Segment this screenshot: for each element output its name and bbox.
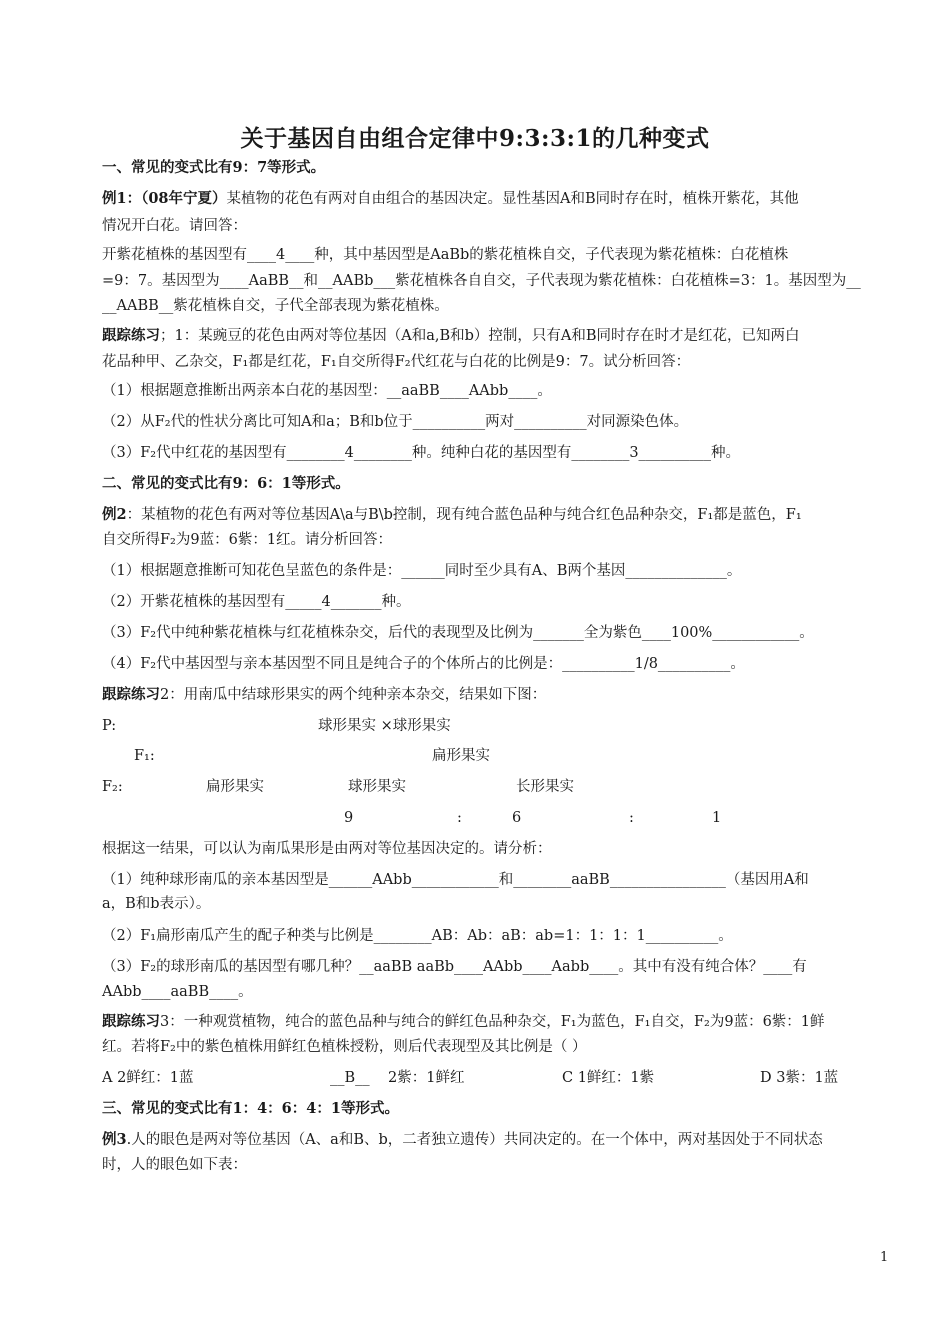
practice-1-q2: （2）从F₂代的性状分离比可知A和a；B和b位于__________两对__________对同源染色体。 <box>102 414 689 430</box>
practice-2-label: 跟踪练习 <box>102 686 160 703</box>
example-2-q4: （4）F₂代中基因型与亲本基因型不同且是纯合子的个体所占的比例是：__________1/8__________。 <box>102 656 745 672</box>
practice-2-analysis: 根据这一结果，可以认为南瓜果形是由两对等位基因决定的。请分析： <box>102 841 552 857</box>
example-2-text: ：某植物的花色有两对等位基因A\a与B\b控制，现有纯合蓝色品种与纯合红色品种杂交，F₁都是蓝色，F₁ <box>126 507 802 523</box>
practice-2-text: 2：用南瓜中结球形果实的两个纯种亲本杂交，结果如下图： <box>160 687 547 703</box>
practice-3-line-1 <box>102 1012 892 1032</box>
example-2-q2: （2）开紫花植株的基因型有_____4_______种。 <box>102 594 411 610</box>
practice-1-text: ；1：某豌豆的花色由两对等位基因（A和a,B和b）控制，只有A和B同时存在时才是红花，已知两白 <box>160 328 800 344</box>
practice-2-q1-line-1: （1）纯种球形南瓜的亲本基因型是______AAbb____________和________aaBB________________（基因用A和 <box>102 872 809 888</box>
cross-f2-flat: 扁形果实 <box>206 779 264 795</box>
example-3-line-2: 时，人的眼色如下表： <box>102 1157 247 1173</box>
example-1-line-5: __AABB__紫花植株自交，子代全部表现为紫花植株。 <box>102 298 449 314</box>
practice-1-q1: （1）根据题意推断出两亲本白花的基因型：__aaBB____AAbb____。 <box>102 383 552 399</box>
section-heading-3: 三、常见的变式比有1：4：6：4：1等形式。 <box>102 1100 399 1117</box>
example-1-line-1 <box>102 189 892 209</box>
cross-ratio-c: 1 <box>712 810 722 826</box>
example-2-q3: （3）F₂代中纯种紫花植株与红花植株杂交，后代的表现型及比例为_______全为紫色____100%____________。 <box>102 625 814 641</box>
example-1-line-2: 情况开白花。请回答： <box>102 218 247 234</box>
example-3-text: .人的眼色是两对等位基因（A、a和B、b，二者独立遗传）共同决定的。在一个体中，两对基因处于不同状态 <box>126 1132 823 1148</box>
cross-f2-long: 长形果实 <box>516 779 574 795</box>
example-2-line-1 <box>102 505 892 525</box>
practice-1-q3: （3）F₂代中红花的基因型有________4________种。纯种白花的基因型有________3__________种。 <box>102 445 741 461</box>
practice-2-q1-line-2: a，B和b表示）。 <box>102 896 211 912</box>
cross-p-value: 球形果实 ×球形果实 <box>318 718 451 734</box>
document-title: 关于基因自由组合定律中9:3:3:1的几种变式 <box>240 125 710 152</box>
cross-ratio-b: 6 <box>512 810 522 826</box>
cross-f1-value: 扁形果实 <box>432 748 490 764</box>
cross-p-label: P: <box>102 718 117 734</box>
example-1-text: 某植物的花色有两对自由组合的基因决定。显性基因A和B同时存在时，植株开紫花，其他 <box>226 191 799 207</box>
practice-1-line-1 <box>102 326 892 346</box>
practice-2-line-1 <box>102 685 892 705</box>
practice-2-q3-line-2: AAbb____aaBB____。 <box>102 984 253 1000</box>
example-1-label: 例1：（08年宁夏） <box>102 190 227 207</box>
practice-2-q3-line-1: （3）F₂的球形南瓜的基因型有哪几种？__aaBB aaBb____AAbb____Aabb____。其中有没有纯合体？____有 <box>102 959 807 975</box>
practice-3-line-2: 红。若将F₂中的紫色植株用鲜红色植株授粉，则后代表现型及其比例是（ ） <box>102 1039 587 1055</box>
cross-f1-label: F₁: <box>134 748 155 764</box>
example-1-line-3: 开紫花植株的基因型有____4____种，其中基因型是AaBb的紫花植株自交，子代表现为紫花植株：白花植株 <box>102 247 789 263</box>
example-3-line-1 <box>102 1130 892 1150</box>
example-2-line-2: 自交所得F₂为9蓝：6紫：1红。请分析回答： <box>102 532 393 548</box>
cross-f2-label: F₂: <box>102 779 123 795</box>
section-heading-1: 一、常见的变式比有9：7等形式。 <box>102 159 326 176</box>
example-2-q1: （1）根据题意推断可知花色呈蓝色的条件是：______同时至少具有A、B两个基因______________。 <box>102 563 742 579</box>
option-b-answer: __B__ <box>330 1070 370 1086</box>
option-d: D 3紫：1蓝 <box>760 1070 839 1086</box>
cross-ratio-sep-1: : <box>457 810 462 826</box>
cross-ratio-a: 9 <box>344 810 354 826</box>
option-a: A 2鲜红：1蓝 <box>102 1070 194 1086</box>
option-b: 2紫：1鲜红 <box>388 1070 465 1086</box>
option-c: C 1鲜红：1紫 <box>562 1070 655 1086</box>
page-number: 1 <box>880 1250 889 1265</box>
practice-2-q2: （2）F₁扁形南瓜产生的配子种类与比例是________AB：Ab：aB：ab=1：1：1：1__________。 <box>102 928 733 944</box>
example-2-label: 例2 <box>102 506 127 523</box>
example-3-label: 例3 <box>102 1131 127 1148</box>
practice-3-label: 跟踪练习 <box>102 1013 160 1030</box>
cross-ratio-sep-2: : <box>629 810 634 826</box>
section-heading-2: 二、常见的变式比有9：6：1等形式。 <box>102 475 350 492</box>
cross-f2-round: 球形果实 <box>348 779 406 795</box>
practice-1-line-2: 花品种甲、乙杂交，F₁都是红花，F₁自交所得F₂代红花与白花的比例是9：7。试分析回答： <box>102 354 691 370</box>
practice-1-label: 跟踪练习 <box>102 327 160 344</box>
practice-3-text: 3：一种观赏植物，纯合的蓝色品种与纯合的鲜红色品种杂交，F₁为蓝色，F₁自交，F₂为9蓝：6紫：1鲜 <box>160 1014 825 1030</box>
example-1-line-4: =9：7。基因型为____AaBB__和__AABb___紫花植株各自自交，子代表现为紫花植株：白花植株=3：1。基因型为__ <box>102 273 861 289</box>
